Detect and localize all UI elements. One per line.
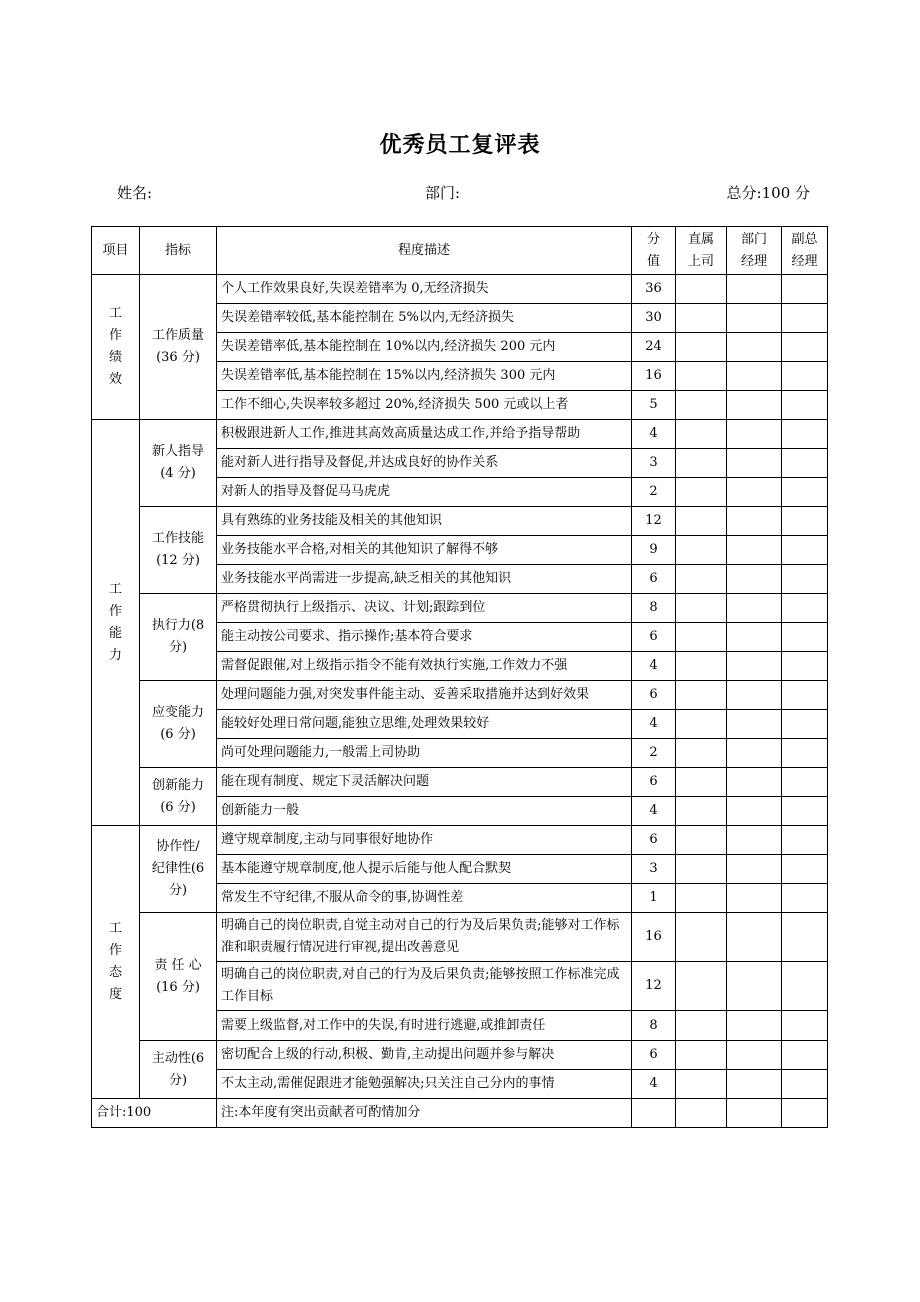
deputy-gm-cell[interactable] [782,1041,828,1070]
total-cell: 合计:100 [92,1099,217,1128]
header-row [92,227,828,275]
direct-supervisor-cell[interactable] [676,855,727,884]
indicator-line: 新人指导 [151,444,204,459]
score-cell: 2 [632,478,676,507]
indicator-cooperation-discipline [140,826,217,913]
indicator-line: (6 分) [160,799,196,815]
direct-supervisor-cell[interactable] [676,797,727,826]
score-cell: 1 [632,884,676,913]
score-cell: 3 [632,449,676,478]
indicator-line: 创新能力 [151,777,204,793]
direct-supervisor-cell[interactable] [676,1041,727,1070]
score-cell: 36 [632,275,676,304]
description-cell: 尚可处理问题能力,一般需上司协助 [217,739,632,768]
dept-manager-cell[interactable] [727,652,782,681]
direct-supervisor-cell[interactable] [676,884,727,913]
description-cell: 个人工作效果良好,失误差错率为 0,无经济损失 [217,275,632,304]
form-title: 优秀员工复评表 [379,132,541,158]
header-score-line1: 分 [646,231,660,247]
category-char: 作 [108,603,122,619]
indicator-line: 执行力(8 [151,618,205,633]
description-cell: 对新人的指导及督促马马虎虎 [217,478,632,507]
deputy-gm-cell[interactable] [782,362,828,391]
score-cell: 4 [632,797,676,826]
category-performance [92,275,140,420]
deputy-gm-cell[interactable] [782,391,828,420]
score-cell: 4 [632,710,676,739]
description-cell: 能对新人进行指导及督促,并达成良好的协作关系 [217,449,632,478]
header-dept-line2: 经理 [740,253,767,269]
deputy-gm-cell[interactable] [782,681,828,710]
indicator-work-skills [140,507,217,594]
indicator-work-quality [140,275,217,420]
dept-manager-cell[interactable] [727,623,782,652]
description-cell: 明确自己的岗位职责,对自己的行为及后果负责;能够按照工作标准完成工作目标 [217,962,632,1011]
description-cell: 创新能力一般 [217,797,632,826]
direct-supervisor-cell[interactable] [676,681,727,710]
direct-supervisor-cell[interactable] [676,507,727,536]
note-cell: 注:本年度有突出贡献者可酌情加分 [217,1099,632,1128]
table-row [92,420,828,449]
score-cell: 6 [632,768,676,797]
header-dept-manager [727,227,782,275]
header-gm-line1: 副总 [791,231,818,247]
indicator-line: 分) [168,883,188,898]
score-cell: 8 [632,594,676,623]
table-row [92,826,828,855]
deputy-gm-cell[interactable] [782,420,828,449]
header-description: 程度描述 [217,227,632,275]
deputy-gm-cell[interactable] [782,333,828,362]
score-cell: 6 [632,623,676,652]
deputy-gm-cell[interactable] [782,797,828,826]
dept-manager-cell[interactable] [727,275,782,304]
description-cell: 需督促跟催,对上级指示指令不能有效执行实施,工作效力不强 [217,652,632,681]
dept-manager-cell[interactable] [727,855,782,884]
deputy-gm-cell[interactable] [782,962,828,1011]
dept-manager-cell[interactable] [727,565,782,594]
indicator-line: (6 分) [160,727,196,742]
indicator-line: 分) [168,1072,188,1088]
header-indicator: 指标 [140,227,217,275]
department-label: 部门: [425,184,461,202]
description-cell: 失误差错率低,基本能控制在 15%以内,经济损失 300 元内 [217,362,632,391]
dept-manager-cell[interactable] [727,797,782,826]
dept-manager-cell[interactable] [727,739,782,768]
deputy-gm-cell[interactable] [782,768,828,797]
description-cell: 能在现有制度、规定下灵活解决问题 [217,768,632,797]
deputy-gm-cell[interactable] [782,449,828,478]
dept-manager-cell[interactable] [727,768,782,797]
deputy-gm-cell[interactable] [782,1011,828,1041]
direct-supervisor-cell[interactable] [676,739,727,768]
direct-supervisor-cell[interactable] [676,333,727,362]
dept-manager-cell[interactable] [727,884,782,913]
score-cell: 4 [632,652,676,681]
description-cell: 明确自己的岗位职责,自觉主动对自己的行为及后果负责;能够对工作标准和职责履行情况进行审视,提出改善意见 [217,913,632,962]
description-cell: 遵守规章制度,主动与同事很好地协作 [217,826,632,855]
category-char: 度 [108,987,122,1002]
deputy-gm-cell[interactable] [782,507,828,536]
table-row [92,275,828,304]
description-cell: 失误差错率低,基本能控制在 10%以内,经济损失 200 元内 [217,333,632,362]
direct-supervisor-cell[interactable] [676,594,727,623]
table-row [92,681,828,710]
deputy-gm-cell[interactable] [782,594,828,623]
header-dept-line1: 部门 [740,231,767,247]
dept-manager-cell[interactable] [727,362,782,391]
direct-supervisor-cell[interactable] [676,962,727,1011]
description-cell: 密切配合上级的行动,积极、勤肯,主动提出问题并参与解决 [217,1041,632,1070]
direct-supervisor-total-cell[interactable] [676,1099,727,1128]
direct-supervisor-cell[interactable] [676,275,727,304]
direct-supervisor-cell[interactable] [676,304,727,333]
dept-manager-cell[interactable] [727,913,782,962]
deputy-gm-cell[interactable] [782,884,828,913]
indicator-line: 应变能力 [151,705,204,720]
indicator-execution [140,594,217,681]
description-cell: 基本能遵守规章制度,他人提示后能与他人配合默契 [217,855,632,884]
table-row [92,594,828,623]
description-cell: 处理问题能力强,对突发事件能主动、妥善采取措施并达到好效果 [217,681,632,710]
indicator-line: 工作技能 [151,531,204,546]
description-cell: 能主动按公司要求、指示操作;基本符合要求 [217,623,632,652]
indicator-line: 责 任 心 [154,957,202,973]
description-cell: 工作不细心,失误率较多超过 20%,经济损失 500 元或以上者 [217,391,632,420]
direct-supervisor-cell[interactable] [676,710,727,739]
description-cell: 严格贯彻执行上级指示、决议、计划;跟踪到位 [217,594,632,623]
deputy-gm-cell[interactable] [782,304,828,333]
category-char: 作 [108,943,122,958]
indicator-adaptability [140,681,217,768]
direct-supervisor-cell[interactable] [676,478,727,507]
description-cell: 能较好处理日常问题,能独立思维,处理效果较好 [217,710,632,739]
deputy-gm-cell[interactable] [782,565,828,594]
indicator-responsibility [140,913,217,1041]
description-cell: 常发生不守纪律,不服从命令的事,协调性差 [217,884,632,913]
table-row [92,913,828,962]
indicator-line: (36 分) [156,350,200,365]
deputy-gm-cell[interactable] [782,710,828,739]
score-cell: 6 [632,826,676,855]
header-direct-supervisor [676,227,727,275]
table-row [92,1041,828,1070]
dept-manager-cell[interactable] [727,1011,782,1041]
direct-supervisor-cell[interactable] [676,652,727,681]
header-direct-line1: 直属 [687,231,714,247]
direct-supervisor-cell[interactable] [676,623,727,652]
score-cell: 30 [632,304,676,333]
deputy-gm-cell[interactable] [782,478,828,507]
indicator-new-staff-guidance [140,420,217,507]
category-char: 效 [108,372,122,387]
dept-manager-cell[interactable] [727,1070,782,1099]
score-cell: 6 [632,565,676,594]
description-cell: 需要上级监督,对工作中的失误,有时进行逃避,或推卸责任 [217,1011,632,1041]
dept-manager-cell[interactable] [727,710,782,739]
category-char: 能 [108,625,122,641]
dept-manager-cell[interactable] [727,962,782,1011]
category-char: 工 [108,306,122,321]
score-cell: 16 [632,362,676,391]
category-attitude [92,826,140,1099]
deputy-gm-cell[interactable] [782,623,828,652]
dept-manager-cell[interactable] [727,536,782,565]
dept-manager-cell[interactable] [727,681,782,710]
score-cell: 9 [632,536,676,565]
direct-supervisor-cell[interactable] [676,565,727,594]
description-cell: 积极跟进新人工作,推进其高效高质量达成工作,并给予指导帮助 [217,420,632,449]
category-char: 态 [108,965,122,980]
score-cell: 8 [632,1011,676,1041]
dept-manager-cell[interactable] [727,478,782,507]
score-cell: 5 [632,391,676,420]
indicator-line: 工作质量 [151,328,204,343]
indicator-line: 协作性/ [156,839,200,854]
dept-manager-cell[interactable] [727,594,782,623]
deputy-gm-cell[interactable] [782,913,828,962]
total-score-cell[interactable] [632,1099,676,1128]
score-cell: 2 [632,739,676,768]
direct-supervisor-cell[interactable] [676,913,727,962]
direct-supervisor-cell[interactable] [676,449,727,478]
indicator-initiative [140,1041,217,1099]
indicator-line: (12 分) [156,553,200,568]
category-char: 力 [108,647,122,663]
indicator-line: (4 分) [160,466,196,481]
score-cell: 12 [632,962,676,1011]
dept-manager-total-cell[interactable] [727,1099,782,1128]
direct-supervisor-cell[interactable] [676,536,727,565]
header-gm-line2: 经理 [791,253,818,269]
dept-manager-cell[interactable] [727,333,782,362]
name-label: 姓名: [117,184,153,202]
deputy-gm-cell[interactable] [782,652,828,681]
direct-supervisor-cell[interactable] [676,768,727,797]
table-row [92,507,828,536]
score-cell: 16 [632,913,676,962]
score-cell: 6 [632,681,676,710]
deputy-gm-cell[interactable] [782,1070,828,1099]
deputy-gm-total-cell[interactable] [782,1099,828,1128]
category-char: 工 [108,921,122,936]
direct-supervisor-cell[interactable] [676,391,727,420]
footer-row [92,1099,828,1128]
header-score-line2: 值 [646,253,660,269]
indicator-line: 主动性(6 [151,1050,205,1066]
deputy-gm-cell[interactable] [782,275,828,304]
score-cell: 4 [632,420,676,449]
table-row [92,768,828,797]
category-char: 作 [108,328,122,343]
dept-manager-cell[interactable] [727,826,782,855]
score-cell: 12 [632,507,676,536]
score-cell: 6 [632,1041,676,1070]
evaluation-table [91,226,828,1128]
direct-supervisor-cell[interactable] [676,1011,727,1041]
description-cell: 失误差错率较低,基本能控制在 5%以内,无经济损失 [217,304,632,333]
category-ability [92,420,140,826]
deputy-gm-cell[interactable] [782,739,828,768]
indicator-innovation [140,768,217,826]
direct-supervisor-cell[interactable] [676,420,727,449]
deputy-gm-cell[interactable] [782,855,828,884]
deputy-gm-cell[interactable] [782,536,828,565]
direct-supervisor-cell[interactable] [676,362,727,391]
header-direct-line2: 上司 [687,253,714,269]
direct-supervisor-cell[interactable] [676,826,727,855]
deputy-gm-cell[interactable] [782,826,828,855]
dept-manager-cell[interactable] [727,507,782,536]
header-score [632,227,676,275]
dept-manager-cell[interactable] [727,391,782,420]
dept-manager-cell[interactable] [727,1041,782,1070]
category-char: 绩 [108,350,122,365]
header-item: 项目 [92,227,140,275]
dept-manager-cell[interactable] [727,420,782,449]
description-cell: 业务技能水平尚需进一步提高,缺乏相关的其他知识 [217,565,632,594]
score-cell: 4 [632,1070,676,1099]
indicator-line: 纪律性(6 [151,861,205,876]
description-cell: 具有熟练的业务技能及相关的其他知识 [217,507,632,536]
dept-manager-cell[interactable] [727,304,782,333]
dept-manager-cell[interactable] [727,449,782,478]
score-cell: 3 [632,855,676,884]
total-score-label: 总分:100 分 [726,184,810,202]
header-deputy-gm [782,227,828,275]
description-cell: 不太主动,需催促跟进才能勉强解决;只关注自己分内的事情 [217,1070,632,1099]
direct-supervisor-cell[interactable] [676,1070,727,1099]
score-cell: 24 [632,333,676,362]
description-cell: 业务技能水平合格,对相关的其他知识了解得不够 [217,536,632,565]
category-char: 工 [108,581,122,597]
indicator-line: 分) [168,640,188,655]
indicator-line: (16 分) [156,979,200,995]
